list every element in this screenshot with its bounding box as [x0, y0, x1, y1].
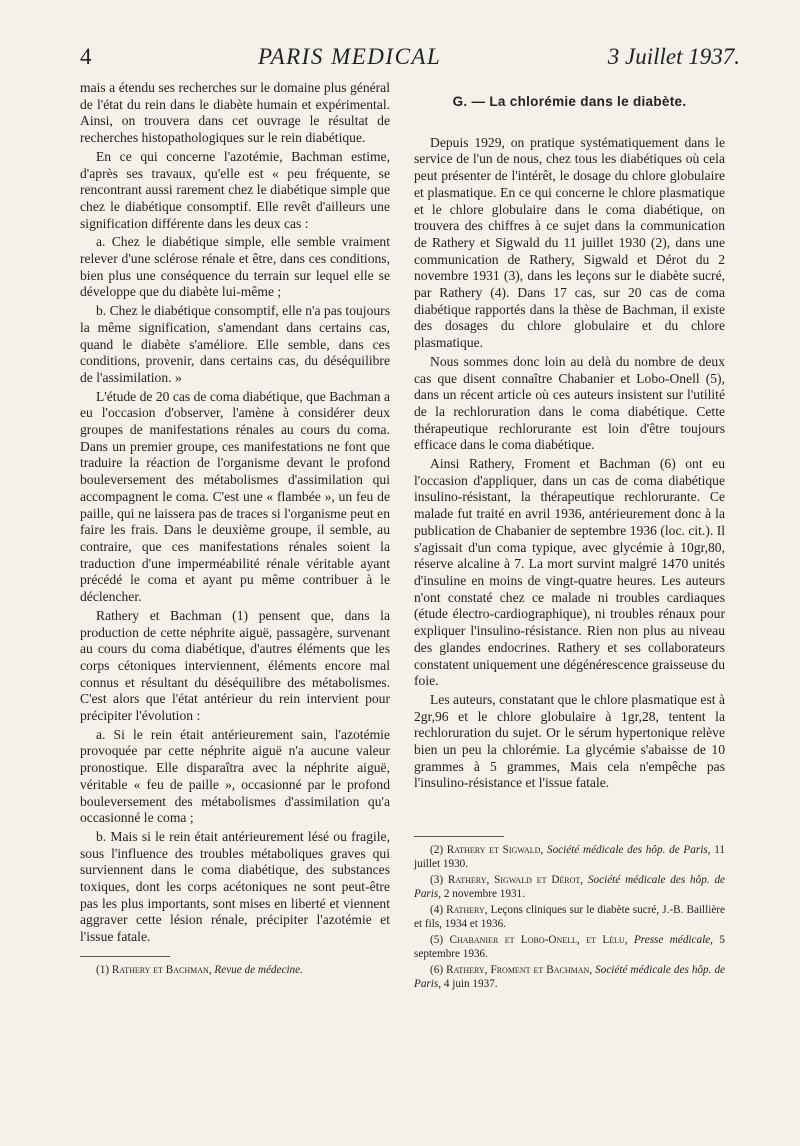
- footnote-number: (1): [96, 963, 110, 976]
- footnote-rest: 4 juin 1937.: [443, 978, 498, 991]
- footnote-authors: Rathery et Sigwald,: [446, 844, 544, 857]
- paragraph: L'étude de 20 cas de coma diabétique, que Bachman a eu l'occasion d'observer, l'amène à considérer deux groupes de manifestations rénales au cours du coma. Dans un premier groupe, ces manifestations ne font que traduire la réaction de l'organisme devant le profond bouleversement des métabolismes d'assimilation qui accompagnent le coma. C'est une « flambée », un feu de paille, qui ne laissera pas de traces si l'organisme peut en faire les frais. Dans le deuxième groupe, il semble, au contraire, que ces manifestations rénales soient la traduction d'une imperméabilité rénale véritable ayant précédé le coma et ayant pu même contribuer à le déclencher.: [80, 388, 390, 605]
- paragraph: mais a étendu ses recherches sur le domaine plus général de l'état du rein dans le diabète humain et expérimental. Ainsi, on trouvera dans cet ouvrage le résultat de recherches histopathologiques sur le rein diabétique.: [80, 80, 390, 146]
- footnote-rest: Leçons cliniques sur le diabète sucré, J.-B. Baillière et fils, 1934 et 1936.: [414, 904, 726, 931]
- paragraph: Depuis 1929, on pratique systématiquement dans le service de l'un de nous, chez tous les diabétiques où cela peut présenter de l'intérêt, le dosage du chlore globulaire et plasmatique. En ce qui concerne le chlore plasmatique et le chlore globulaire dans le coma diabétique, on trouvera des chiffres à ce sujet dans la communication de Rathery et Sigwald du 11 juillet 1930 (2), dans une communication de Rathery, Sigwald et Dérot du 2 novembre 1931 (3), dans les leçons sur le diabète sucré, par Rathery (4). Dans 17 cas, sur 20 cas de coma diabétique rapportés dans la thèse de Bachman, il existe des dosages du chlore globulaire et du chlore plasmatique.: [414, 134, 725, 351]
- footnote-rest: 2 novembre 1931.: [443, 888, 525, 901]
- footnote: [414, 903, 725, 931]
- footnote-rest: 5 septembre 1936.: [414, 934, 726, 961]
- footnote-number: (3): [430, 874, 444, 887]
- right-column: [414, 94, 725, 991]
- footnote-authors: Rathery, Froment et Bachman,: [446, 964, 593, 977]
- footnotes: [414, 843, 725, 991]
- paragraph: Rathery et Bachman (1) pensent que, dans la production de cette néphrite aiguë, passagère, survenant au cours du coma diabétique, d'autres éléments que les corps cétoniques interviennent, éléments encore mal connus et résultant du déséquilibre des métabolismes. C'est alors que l'état antérieur du rein intervient pour précipiter l'évolution :: [80, 607, 390, 724]
- footnote: [414, 873, 725, 901]
- issue-date: 3 Juillet 1937.: [607, 44, 740, 69]
- footnote-number: (5): [430, 934, 444, 947]
- footnote: [414, 933, 725, 961]
- footnote-spacer: [414, 792, 725, 826]
- running-header: [80, 44, 740, 74]
- footnote-title: Revue de médecine.: [214, 963, 303, 976]
- footnote-title: Société médicale des hôp. de Paris,: [414, 874, 726, 901]
- paragraph: Nous sommes donc loin au delà du nombre de deux cas que disent connaître Chabanier et Lobo-Onell (5), dans un récent article où ces auteurs insistent sur l'utilité de la rechloruration dans le coma diabétique. Cette thérapeutique rechlorurante est loin d'être toujours efficace dans le coma diabétique.: [414, 353, 725, 453]
- left-column: [80, 80, 390, 977]
- paragraph: b. Mais si le rein était antérieurement lésé ou fragile, sous l'influence des troubles métaboliques graves qui surviennent dans le coma diabétique, des substances toxiques, dont les corps acétoniques ne sont peut-être pas les plus importants, sont mises en liberté et viennent aggraver cette lésion rénale, précipiter l'azotémie et l'issue fatale.: [80, 828, 390, 945]
- footnote-title: Presse médicale,: [633, 934, 713, 947]
- footnote-authors: Rathery,: [446, 904, 488, 917]
- paragraph: a. Chez le diabétique simple, elle semble vraiment relever d'une sclérose rénale et être, dans ces conditions, bien plus une conséquence du terrain sur lequel elle se développe que du diabète lui-même ;: [80, 234, 390, 300]
- footnote-title: Société médicale des hôp. de Paris,: [546, 844, 711, 857]
- footnote-1: [80, 963, 390, 977]
- paragraph: En ce qui concerne l'azotémie, Bachman estime, d'après ses travaux, qu'elle est « peu fréquente, se rencontrant aussi rarement chez le diabétique simple que chez le diabétique consomptif. Elle revêt d'ailleurs une signification différente dans les deux cas :: [80, 148, 390, 231]
- footnote-rule: [414, 836, 504, 837]
- paragraph: a. Si le rein était antérieurement sain, l'azotémie provoquée par cette néphrite aiguë n'a aucune valeur pronostique. Elle disparaîtra avec la néphrite aiguë, véritable « feu de paille », occasionné par le profond bouleversement des métabolismes d'assimilation qu'a occasionné le coma ;: [80, 726, 390, 826]
- footnote-rest: 11 juillet 1930.: [414, 844, 726, 871]
- footnote-number: (6): [430, 964, 444, 977]
- page-number: 4: [80, 44, 92, 69]
- footnote-authors: Rathery, Sigwald et Dérot,: [447, 874, 584, 887]
- footnote-title: Société médicale des hôp. de Paris,: [414, 964, 725, 991]
- footnote-authors: Rathery et Bachman,: [111, 963, 212, 976]
- section-title: G. — La chlorémie dans le diabète.: [452, 94, 687, 109]
- paragraph: Ainsi Rathery, Froment et Bachman (6) ont eu l'occasion d'appliquer, dans un cas de coma diabétique insulino-résistant, la thérapeutique rechlorurante. Ce malade fut traité en avril 1936, antérieurement donc à la publication de Chabanier de septembre 1936 (loc. cit.). Il s'agissait d'un coma typique, avec glycémie à 10gr,80, réserve alcaline à 7. La mort survint malgré 1470 unités d'insuline en moins de vingt-quatre heures. Les auteurs n'ont constaté chez ce malade ni troubles cardiaques (étude électro-cardiographique), ni troubles rénaux pour expliquer l'insulino-résistance. Rien non plus au niveau des glandes endocrines. Rathery et ses collaborateurs constatent uniquement une dégénérescence graisseuse du foie.: [414, 456, 725, 689]
- footnote-number: (4): [430, 904, 444, 917]
- journal-title: PARIS MEDICAL: [258, 44, 442, 69]
- paragraph: Les auteurs, constatant que le chlore plasmatique est à 2gr,96 et le chlore globulaire à 1gr,28, tentent la rechloruration du sujet. Or le sérum hypertonique relève bien un peu la chlorémie. La glycémie s'abaisse de 10 grammes à 5 grammes, Mais cela n'empêche pas l'insulino-résistance et l'issue fatale.: [414, 691, 725, 791]
- footnote: [414, 843, 725, 871]
- footnote: [414, 963, 725, 991]
- paragraph: b. Chez le diabétique consomptif, elle n'a pas toujours la même signification, s'amendant dans certains cas, quand le diabète s'améliore. Elle semble, dans ces conditions, provenir, dans certains cas, du déséquilibre de l'assimilation. »: [80, 303, 390, 385]
- footnote-number: (2): [430, 844, 444, 857]
- footnote-rule: [80, 956, 170, 957]
- footnote-authors: Chabanier et Lobo-Onell, et Lélu,: [449, 934, 628, 947]
